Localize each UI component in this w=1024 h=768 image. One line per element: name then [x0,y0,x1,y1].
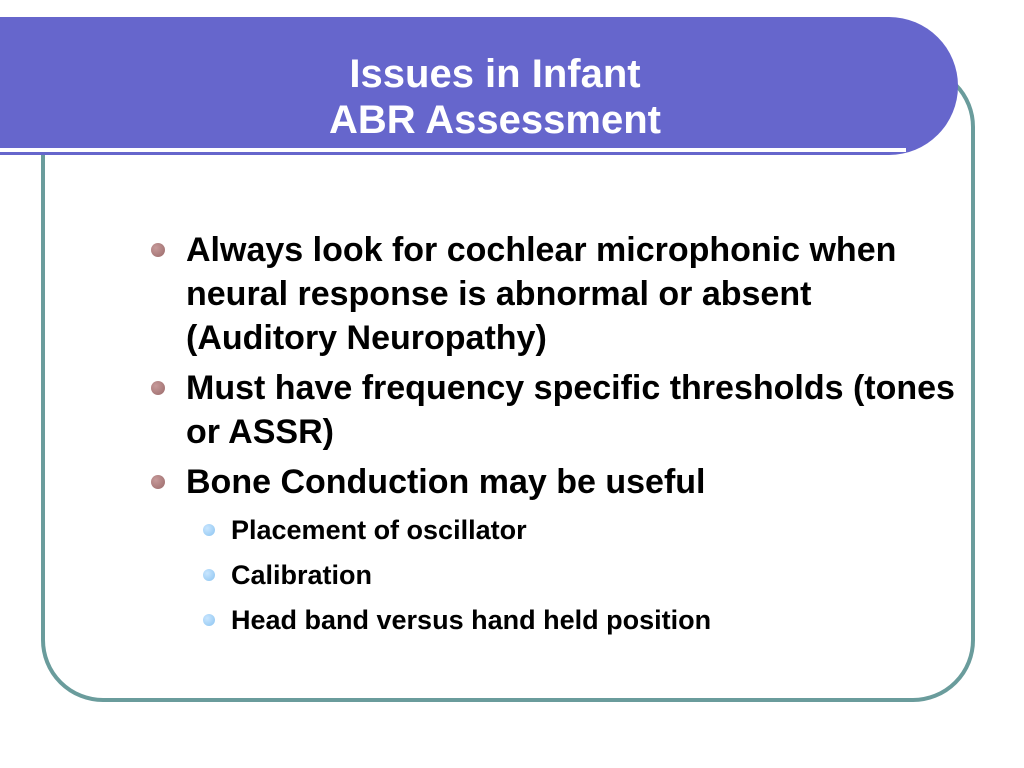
bullet-text: Always look for cochlear microphonic when neural response is abnormal or absent (Auditory Neuropathy) [186,231,897,357]
sub-bullet-item [231,603,931,637]
bullet-item [186,366,966,454]
sub-bullet-dot-icon [203,524,215,536]
bullet-dot-icon [151,475,165,489]
bullet-dot-icon [151,381,165,395]
sub-bullet-dot-icon [203,569,215,581]
sub-bullet-text: Calibration [231,560,373,590]
sub-bullet-text: Placement of oscillator [231,515,527,545]
sub-bullet-item [231,513,931,547]
bullet-dot-icon [151,243,165,257]
bullet-text: Must have frequency specific thresholds (tones or ASSR) [186,369,955,451]
sub-bullet-dot-icon [203,614,215,626]
sub-bullet-text: Head band versus hand held position [231,605,712,635]
title-line-1: Issues in Infant [349,52,641,96]
bullet-item [186,228,966,360]
bullet-text: Bone Conduction may be useful [186,463,706,501]
title-line-2: ABR Assessment [329,98,661,142]
sub-bullet-item [231,558,931,592]
bullet-item [186,460,966,504]
